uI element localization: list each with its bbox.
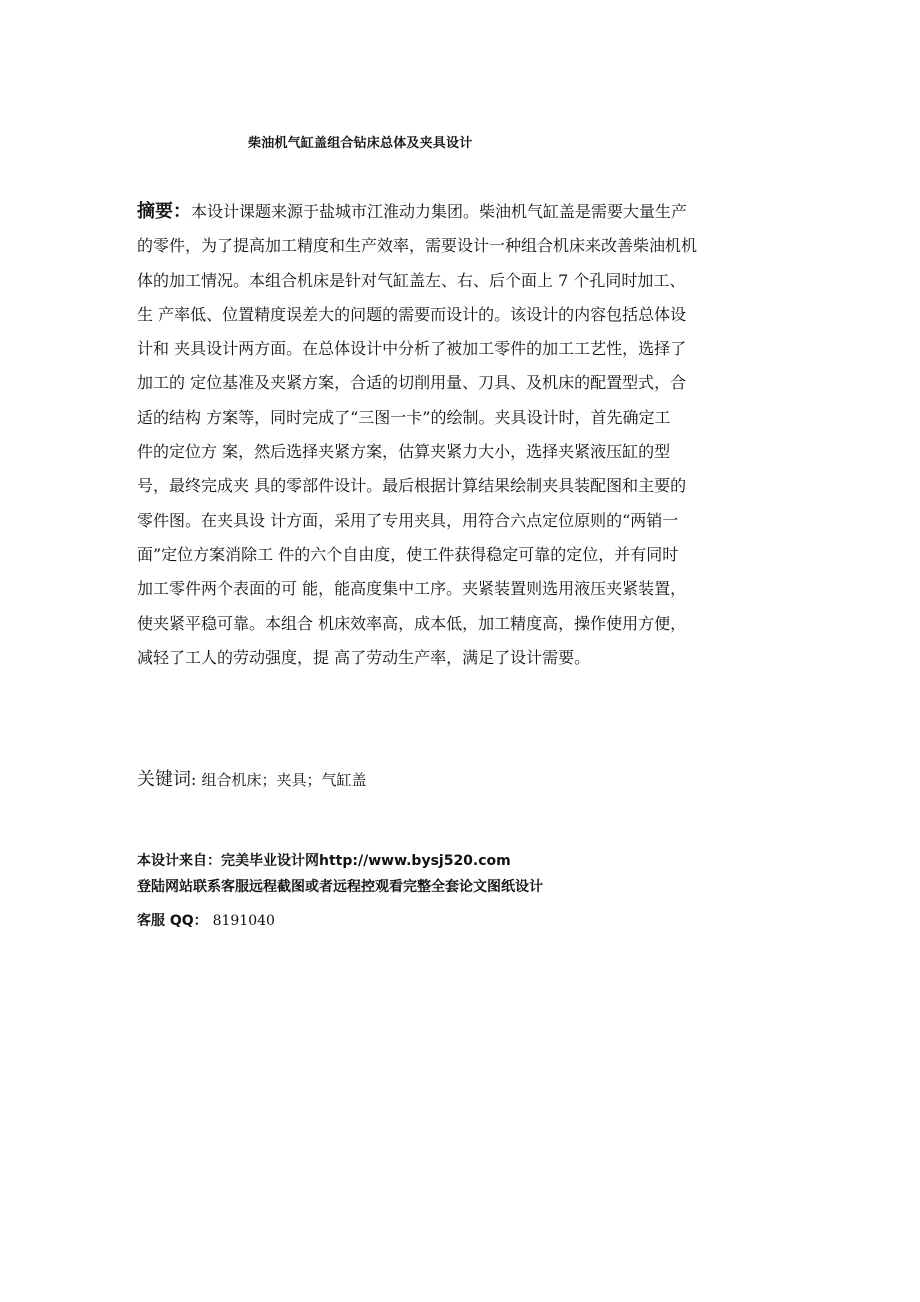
abstract-line: 加工零件两个表面的可 能，能高度集中工序。夹紧装置则选用液压夹紧装置， xyxy=(137,579,687,599)
source-website-line: 本设计来自：完美毕业设计网http://www.bysj520.com xyxy=(137,853,511,869)
keywords-label: 关键词 xyxy=(137,769,191,790)
abstract-line: 计和 夹具设计两方面。在总体设计中分析了被加工零件的加工工艺性，选择了 xyxy=(137,339,687,359)
abstract-section xyxy=(137,195,777,675)
source-footer xyxy=(137,848,543,934)
abstract-line: 减轻了工人的劳动强度，提 高了劳动生产率，满足了设计需要。 xyxy=(137,647,591,667)
abstract-line: 加工的 定位基准及夹紧方案，合适的切削用量、刀具、及机床的配置型式，合 xyxy=(137,373,687,393)
abstract-line: 的零件，为了提高加工精度和生产效率，需要设计一种组合机床来改善柴油机机 xyxy=(137,236,698,256)
abstract-line: 体的加工情况。本组合机床是针对气缸盖左、右、后个面上 7 个孔同时加工、 xyxy=(137,270,686,290)
keywords-line xyxy=(137,765,367,791)
keywords-colon: : xyxy=(191,770,197,789)
qq-number: 8191040 xyxy=(212,913,275,929)
abstract-line: 件的定位方 案，然后选择夹紧方案，估算夹紧力大小，选择夹紧液压缸的型 xyxy=(137,442,671,462)
abstract-line: 零件图。在夹具设 计方面，采用了专用夹具，用符合六点定位原则的“两销一 xyxy=(137,510,679,530)
abstract-line-text: 本设计课题来源于盐城市江淮动力集团。柴油机气缸盖是需要大量生产 xyxy=(191,202,688,221)
abstract-line: 面”定位方案消除工 件的六个自由度，使工件获得稳定可靠的定位，并有同时 xyxy=(137,544,679,564)
abstract-line: 使夹紧平稳可靠。本组合 机床效率高，成本低，加工精度高，操作使用方便， xyxy=(137,613,687,633)
abstract-line: 适的结构 方案等，同时完成了“三图一卡”的绘制。夹具设计时，首先确定工 xyxy=(137,407,671,427)
abstract-line: 号，最终完成夹 具的零部件设计。最后根据计算结果绘制夹具装配图和主要的 xyxy=(137,476,687,496)
qq-contact-line xyxy=(137,908,543,934)
keywords-text: 组合机床；夹具；气缸盖 xyxy=(201,771,367,789)
contact-instructions-line: 登陆网站联系客服远程截图或者远程控观看完整全套论文图纸设计 xyxy=(137,879,543,895)
qq-label: 客服 QQ： xyxy=(137,913,208,929)
abstract-line: 生 产率低、位置精度误差大的问题的需要而设计的。该设计的内容包括总体设 xyxy=(137,304,687,324)
abstract-label: 摘要： xyxy=(137,201,191,222)
document-title: 柴油机气缸盖组合钻床总体及夹具设计 xyxy=(248,136,473,151)
abstract-line xyxy=(137,195,777,229)
